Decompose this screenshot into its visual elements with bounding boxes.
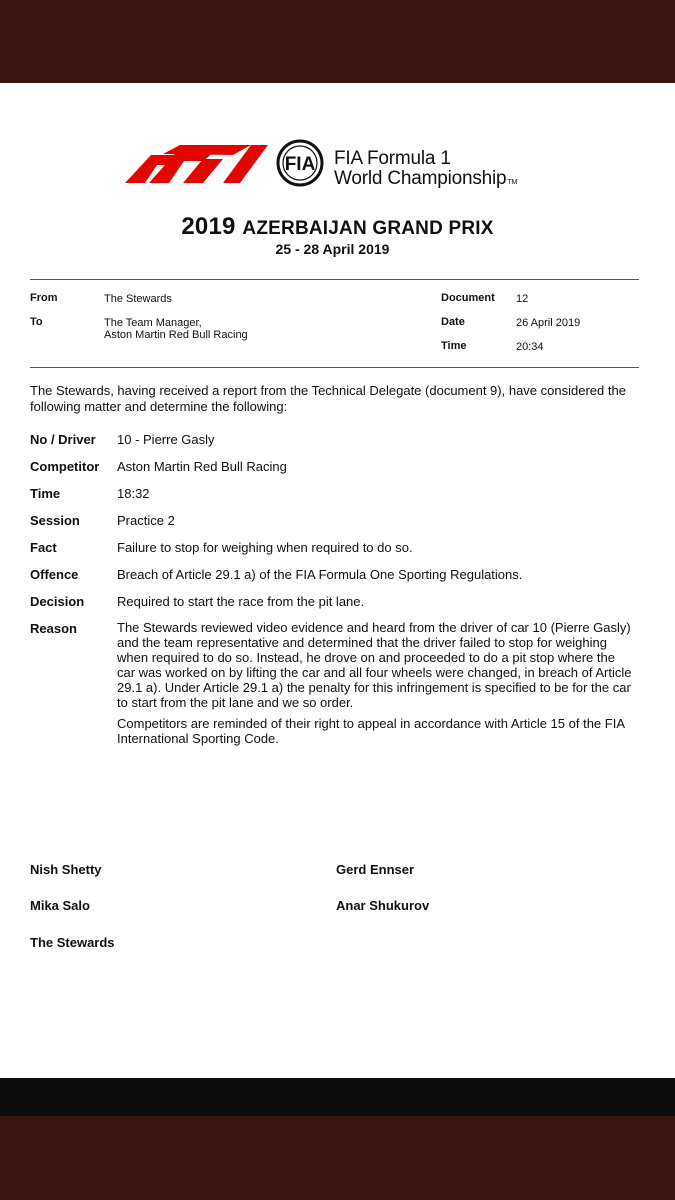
appeal-note: Competitors are reminded of their right to appeal in accordance with Article 15 of the FIA International Sporting Code.	[117, 716, 625, 746]
row-label-competitor: Competitor	[30, 459, 100, 474]
row-label-decision: Decision	[30, 594, 85, 609]
divider-bottom	[30, 367, 639, 368]
signature-steward-4: Anar Shukurov	[336, 898, 430, 913]
header-logo	[123, 139, 563, 199]
document-label: Document	[441, 292, 495, 304]
bottom-black-bar	[0, 1078, 675, 1116]
trademark: TM	[507, 179, 518, 186]
brand-line-1: FIA Formula 1	[334, 148, 451, 169]
signature-steward-1: Nish Shetty	[30, 862, 102, 877]
document-value: 12	[516, 293, 529, 305]
to-value-line-2: Aston Martin Red Bull Racing	[104, 329, 248, 341]
divider-top	[30, 279, 639, 280]
brand-line-2: World Championship	[334, 168, 507, 189]
time-label: Time	[441, 340, 467, 352]
signature-steward-2: Gerd Ennser	[336, 862, 415, 877]
row-value-offence: Breach of Article 29.1 a) of the FIA Formula One Sporting Regulations.	[117, 567, 523, 582]
intro-paragraph: The Stewards, having received a report from the Technical Delegate (document 9), have considered the following matter and determine the following:	[30, 383, 626, 414]
top-frame-bar	[0, 0, 675, 83]
row-label-reason: Reason	[30, 621, 77, 636]
title-year: 2019	[181, 213, 243, 240]
to-label: To	[30, 316, 43, 328]
date-value: 26 April 2019	[516, 317, 581, 329]
date-label: Date	[441, 316, 465, 328]
row-value-driver: 10 - Pierre Gasly	[117, 432, 215, 447]
f1-logo-icon	[123, 145, 268, 183]
row-label-fact: Fact	[30, 540, 57, 555]
row-value-time: 18:32	[117, 486, 150, 501]
fia-seal-icon	[269, 139, 331, 187]
reason-text: The Stewards reviewed video evidence and heard from the driver of car 10 (Pierre Gasly) and the team representative and determined that the driver failed to stop for weighing when required to do so. Instead, he drove on and proceeded to do a pit stop where the car was worked on by lifting the car and all four wheels were changed, in breach of Article 29.1 a). Under Article 29.1 a) the penalty for this infringement is specified to be for the car to start from the pit lane and we so order.	[117, 620, 632, 710]
signature-steward-3: Mika Salo	[30, 898, 90, 913]
bottom-frame-bar	[0, 1116, 675, 1200]
to-value-line-1: The Team Manager,	[104, 317, 202, 329]
from-label: From	[30, 292, 58, 304]
row-value-decision: Required to start the race from the pit lane.	[117, 594, 365, 609]
page-title	[0, 213, 675, 241]
row-label-offence: Offence	[30, 567, 79, 582]
signature-closing: The Stewards	[30, 935, 115, 950]
reason-block	[117, 620, 632, 752]
row-value-fact: Failure to stop for weighing when required to do so.	[117, 540, 413, 555]
event-dates: 25 - 28 April 2019	[275, 241, 390, 257]
svg-text:FIA: FIA	[284, 154, 316, 175]
row-value-session: Practice 2	[117, 513, 175, 528]
time-value: 20:34	[516, 341, 544, 353]
row-label-session: Session	[30, 513, 80, 528]
title-event: AZERBAIJAN GRAND PRIX	[242, 218, 494, 239]
document-page	[0, 83, 675, 1078]
row-value-competitor: Aston Martin Red Bull Racing	[117, 459, 287, 474]
from-value: The Stewards	[104, 293, 172, 305]
row-label-time: Time	[30, 486, 61, 501]
row-label-driver: No / Driver	[30, 432, 96, 447]
brand-text	[334, 149, 517, 193]
